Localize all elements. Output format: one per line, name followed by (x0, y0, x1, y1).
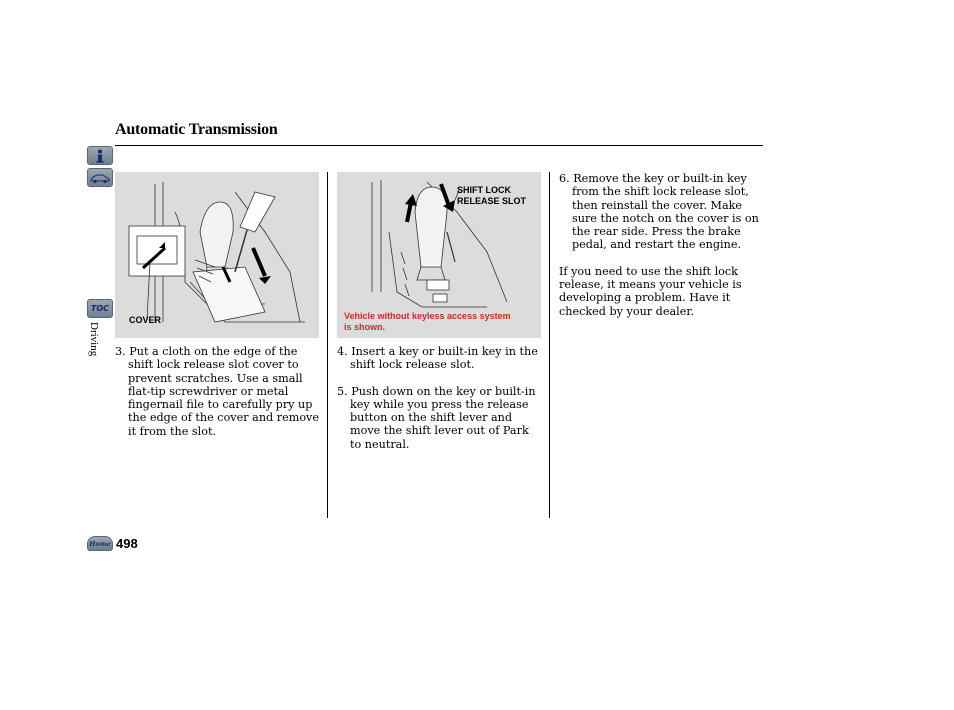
column-middle (337, 345, 542, 464)
column-divider-1 (327, 172, 328, 518)
title-divider (115, 145, 763, 146)
info-icon[interactable] (87, 146, 113, 165)
step-5: 5. Push down on the key or built-in key while you press the release button on the shift lever and move the shift lever out of Park to neutral. (337, 384, 536, 451)
step-6: 6. Remove the key or built-in key from the shift lock release slot, then reinstall the cover. Make sure the notch on the cover is on the rear side. Press the brake pedal, and restart the engine. (559, 172, 759, 252)
callout-line-2: RELEASE SLOT (457, 196, 527, 206)
page-title: Automatic Transmission (115, 121, 278, 138)
toc-label: TOC (90, 304, 110, 313)
column-left (115, 345, 323, 451)
caption-line-2: is shown. (344, 322, 386, 332)
caption-line-1: Vehicle without keyless access system (344, 311, 511, 321)
callout-line-1: SHIFT LOCK (457, 185, 511, 195)
car-icon[interactable] (87, 168, 113, 187)
figure-caption (344, 311, 511, 333)
callout-shift-lock-release-slot (457, 185, 526, 207)
toc-button[interactable] (87, 299, 113, 318)
step-4: 4. Insert a key or built-in key in the shift lock release slot. (337, 345, 538, 372)
figure-cover-removal (115, 172, 319, 338)
car-glyph-icon (89, 172, 111, 184)
note: If you need to use the shift lock release, it means your vehicle is developing a problem. Have it checked by your dealer. (559, 264, 742, 318)
section-label: Driving (88, 322, 100, 357)
step-3: 3. Put a cloth on the edge of the shift lock release slot cover to prevent scratches. Use a small flat-tip screwdriver or metal fingernail file to carefully pry up the edge of the cover and remove it from the slot. (115, 345, 320, 438)
page-number: 498 (116, 536, 138, 551)
figure-label-cover: COVER (129, 315, 162, 325)
figure-shift-lock-slot (337, 172, 541, 338)
home-label: Home (89, 539, 111, 548)
column-divider-2 (549, 172, 550, 518)
info-glyph-icon (94, 149, 106, 163)
shift-console-illustration (115, 172, 319, 338)
home-button[interactable] (87, 536, 113, 551)
column-right (559, 172, 759, 318)
